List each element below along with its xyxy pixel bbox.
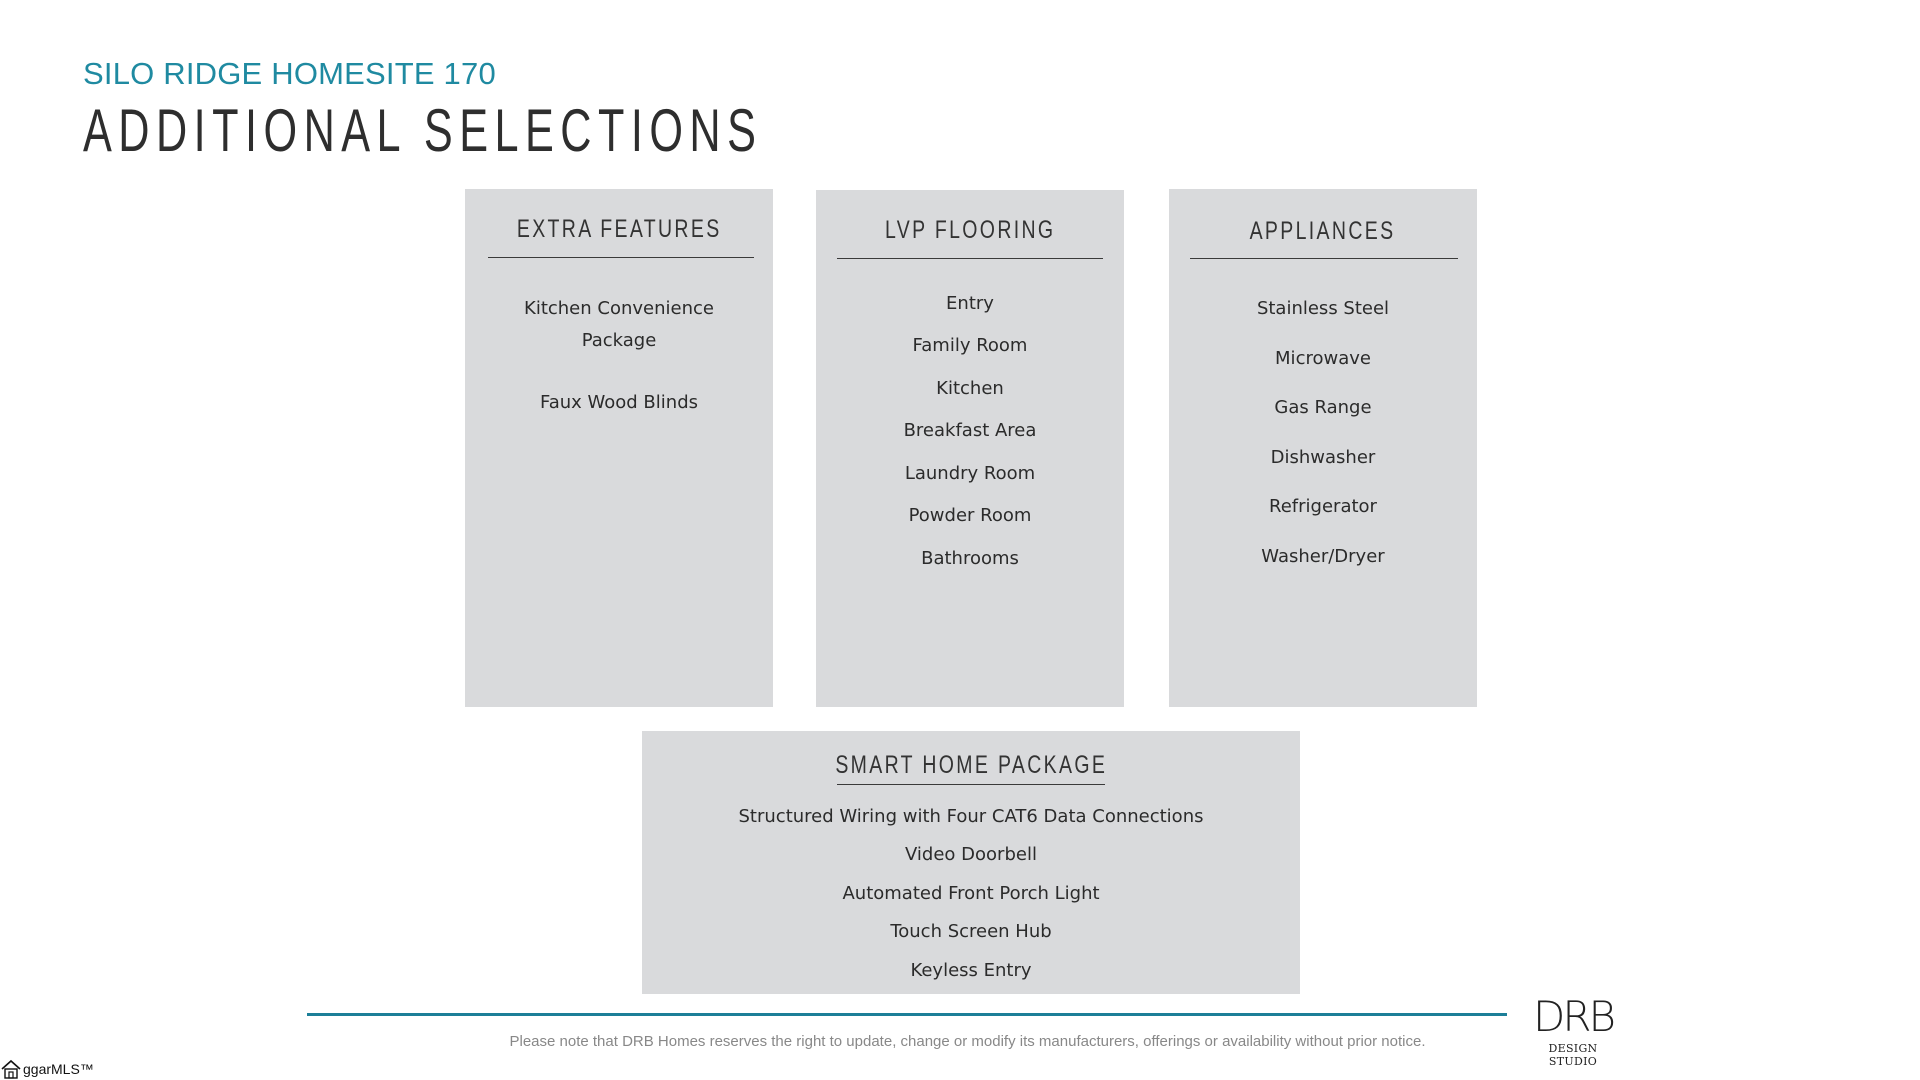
list-item: Video Doorbell <box>905 844 1037 865</box>
list-item: Touch Screen Hub <box>890 921 1052 942</box>
extra-features-divider <box>488 257 754 258</box>
list-item: Powder Room <box>908 505 1032 526</box>
smart-home-heading: SMART HOME PACKAGE <box>835 751 1107 779</box>
list-item: Entry <box>946 293 994 314</box>
list-item: Automated Front Porch Light <box>842 883 1100 904</box>
mls-label: ggarMLS™ <box>23 1061 94 1077</box>
list-item: Laundry Room <box>904 463 1036 484</box>
page-title: ADDITIONAL SELECTIONS <box>83 97 763 164</box>
appliances-card <box>1169 189 1477 707</box>
drb-logo <box>1523 992 1623 1068</box>
list-item: Bathrooms <box>921 548 1019 569</box>
house-icon <box>0 1059 22 1079</box>
smart-home-divider <box>837 784 1105 785</box>
appliances-divider <box>1190 258 1458 259</box>
list-item: Keyless Entry <box>910 960 1032 981</box>
list-item: Breakfast Area <box>903 420 1037 441</box>
list-item: Family Room <box>912 335 1028 356</box>
list-item: Refrigerator <box>1269 496 1377 517</box>
smart-home-card <box>642 731 1300 994</box>
lvp-flooring-card <box>816 190 1124 707</box>
list-item: Package <box>581 330 657 351</box>
appliances-heading: APPLIANCES <box>1250 217 1396 245</box>
disclaimer-text: Please note that DRB Homes reserves the right to update, change or modify its manufacturers, offerings or availability without prior notice. <box>509 1033 1426 1050</box>
footer-divider <box>307 1013 1507 1016</box>
list-item: Kitchen <box>936 378 1004 399</box>
list-item: Washer/Dryer <box>1261 546 1385 567</box>
lvp-flooring-divider <box>837 258 1103 259</box>
list-item: Structured Wiring with Four CAT6 Data Connections <box>738 806 1204 827</box>
list-item: Faux Wood Blinds <box>540 392 698 413</box>
extra-features-card <box>465 189 773 707</box>
mls-watermark <box>0 1058 94 1080</box>
list-item: Dishwasher <box>1270 447 1376 468</box>
list-item: Kitchen Convenience <box>524 298 714 319</box>
list-item: Stainless Steel <box>1256 298 1390 319</box>
extra-features-heading: EXTRA FEATURES <box>516 215 722 243</box>
logo-mark: DRB <box>1532 992 1614 1041</box>
list-item: Gas Range <box>1274 397 1372 418</box>
logo-subtitle: DESIGN STUDIO <box>1548 1042 1598 1068</box>
lvp-flooring-heading: LVP FLOORING <box>884 216 1056 244</box>
list-item: Microwave <box>1275 348 1371 369</box>
page-subtitle: SILO RIDGE HOMESITE 170 <box>83 56 496 91</box>
